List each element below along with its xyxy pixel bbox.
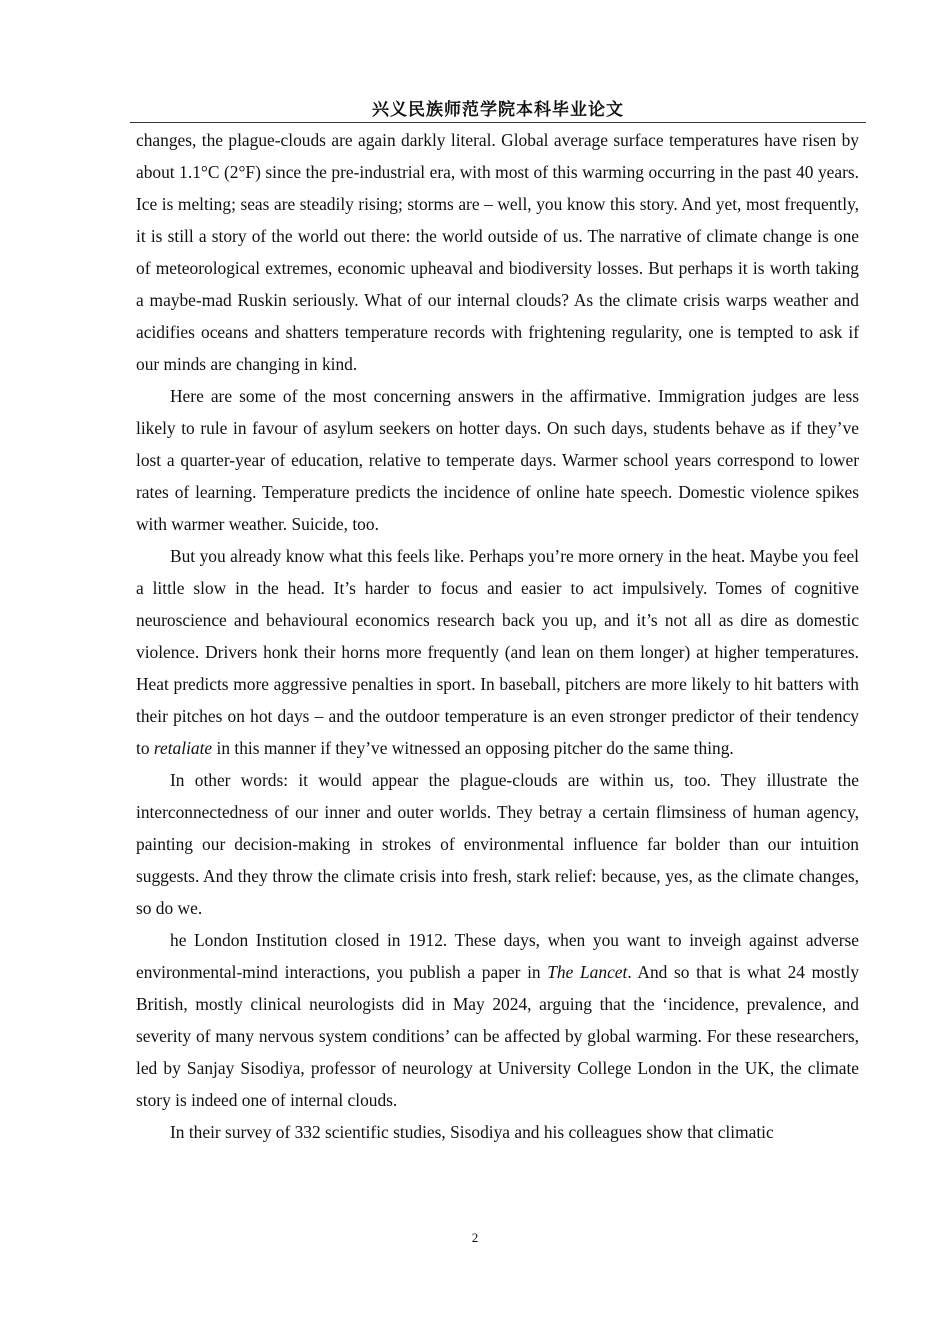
paragraph-text: In other words: it would appear the plague-clouds are within us, too. They illustrate the interconnectedness of our inner and outer worlds. They betray a certain flimsiness of human agency, painting our decision-making in strokes of environmental influence far bolder than our intuition suggests. And they throw the climate crisis into fresh, stark relief: because, yes, as the climate changes, so do we. bbox=[136, 770, 859, 918]
page-header-title: 兴义民族师范学院本科毕业论文 bbox=[372, 100, 624, 120]
paragraph-text: Here are some of the most concerning answers in the affirmative. Immigration judges are less likely to rule in favour of asylum seekers on hotter days. On such days, students behave as if they’ve lost a quarter-year of education, relative to temperate days. Warmer school years correspond to lower rates of learning. Temperature predicts the incidence of online hate speech. Domestic violence spikes with warmer weather. Suicide, too. bbox=[136, 386, 859, 534]
paragraph-text: . And so that is what 24 mostly British, mostly clinical neurologists did in May 2024, arguing that the ‘incidence, prevalence, and severity of many nervous system conditions’ can be affected by global warming. For these researchers, led by Sanjay Sisodiya, professor of neurology at University College London in the UK, the climate story is indeed one of internal clouds. bbox=[136, 962, 860, 1110]
paragraph-text: changes, the plague-clouds are again darkly literal. Global average surface temperatures have risen by about 1.1°C (2°F) since the pre-industrial era, with most of this warming occurring in the past 40 years. Ice is melting; seas are steadily rising; storms are – well, you know this story. And yet, most frequently, it is still a story of the world out there: the world outside of us. The narrative of climate change is one of meteorological extremes, economic upheaval and biodiversity losses. But perhaps it is worth taking a maybe-mad Ruskin seriously. What of our internal clouds? As the climate crisis warps weather and acidifies oceans and shatters temperature records with frightening regularity, one is tempted to ask if our minds are changing in kind. bbox=[136, 130, 859, 374]
body-paragraph bbox=[136, 764, 859, 924]
body-text bbox=[136, 124, 859, 1148]
paragraph-text: In their survey of 332 scientific studies, Sisodiya and his colleagues show that climatic bbox=[170, 1122, 774, 1142]
paragraph-text: in this manner if they’ve witnessed an opposing pitcher do the same thing. bbox=[212, 738, 734, 758]
italic-text: The Lancet bbox=[547, 962, 628, 982]
body-paragraph bbox=[136, 380, 859, 540]
page-number: 2 bbox=[471, 1230, 479, 1245]
italic-text: retaliate bbox=[153, 738, 213, 758]
paragraph-text: But you already know what this feels like. Perhaps you’re more ornery in the heat. Maybe you feel a little slow in the head. It’s harder to focus and easier to act impulsively. Tomes of cognitive neuroscience and behavioural economics research back you up, and it’s not all as dire as domestic violence. Drivers honk their horns more frequently (and lean on them longer) at higher temperatures. Heat predicts more aggressive penalties in sport. In baseball, pitchers are more likely to hit batters with their pitches on hot days – and the outdoor temperature is an even stronger predictor of their tendency to bbox=[136, 546, 859, 758]
paragraph-text: he London Institution closed in 1912. These days, when you want to inveigh against adverse environmental-mind interactions, you publish a paper in bbox=[136, 930, 859, 982]
body-paragraph bbox=[136, 540, 859, 764]
header-divider bbox=[130, 122, 866, 123]
body-paragraph bbox=[136, 924, 859, 1116]
body-paragraph bbox=[136, 1116, 859, 1148]
body-paragraph bbox=[136, 124, 859, 380]
